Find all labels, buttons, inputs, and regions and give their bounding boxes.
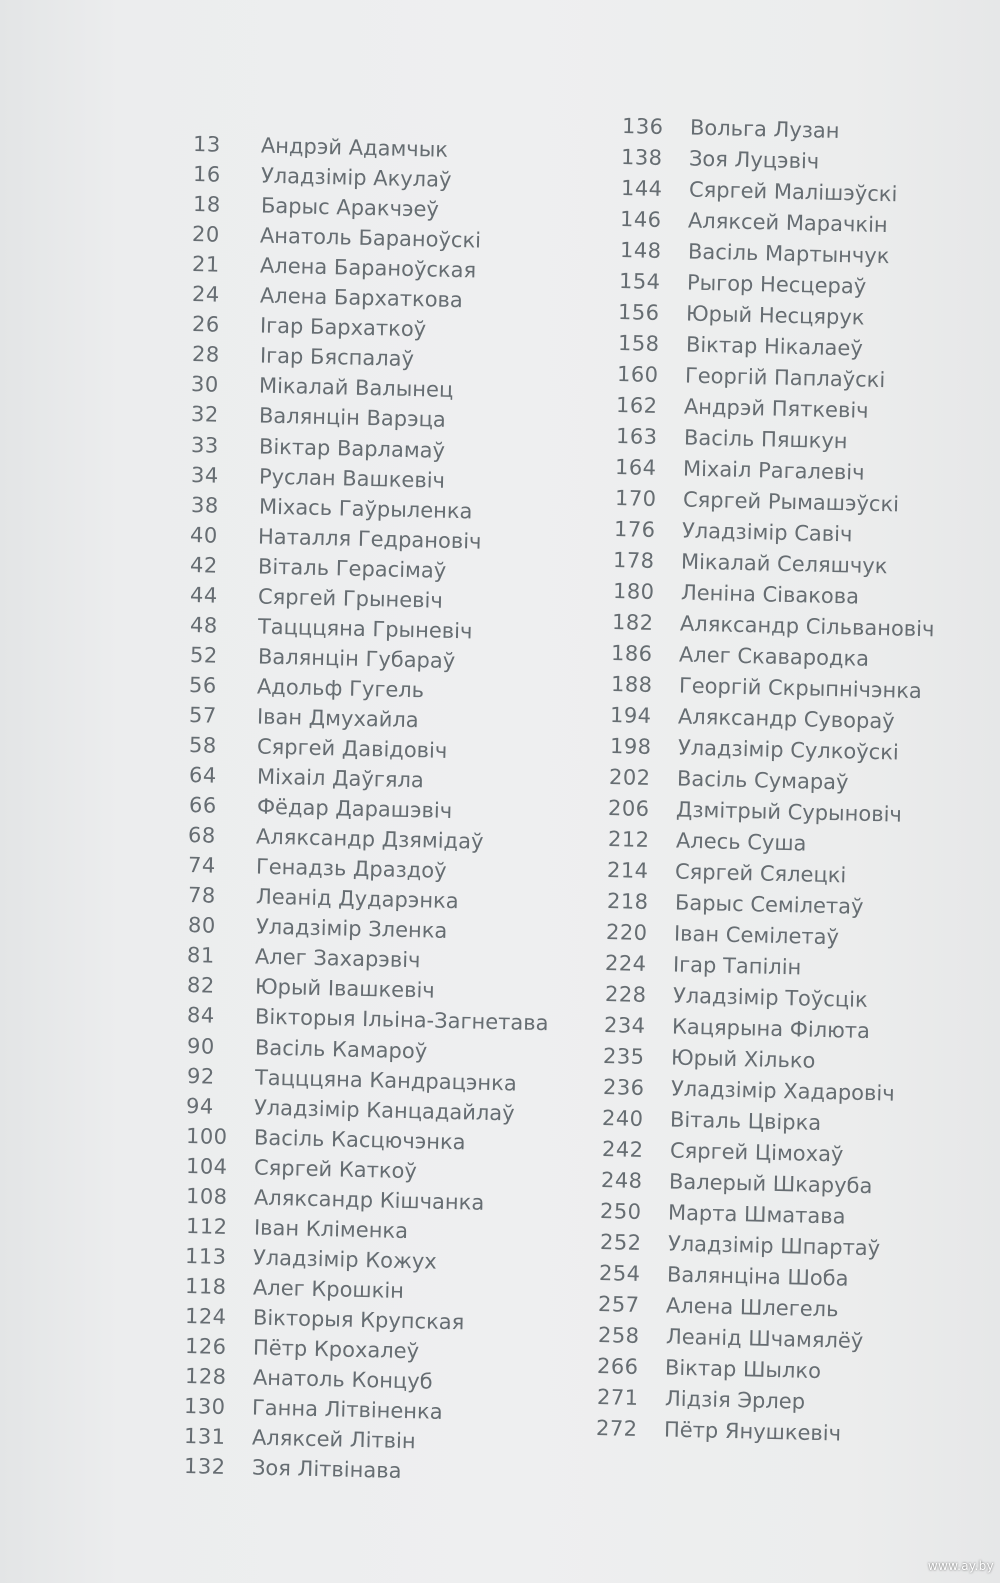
page-number: 126 (184, 1334, 227, 1359)
person-name: Міхась Гаўрыленка (258, 494, 473, 523)
person-name: Андрэй Пяткевіч (684, 394, 870, 423)
person-name: Рыгор Несцераў (686, 270, 867, 299)
person-name: Васіль Камароў (254, 1035, 428, 1063)
person-name: Віктар Шылко (664, 1355, 822, 1384)
index-entry (604, 980, 868, 1012)
person-name: Барыс Аракчэеў (260, 193, 439, 222)
person-name: Тацццяна Кандрацэнка (254, 1065, 517, 1096)
page-number: 144 (620, 176, 663, 201)
person-name: Алег Захарэвіч (255, 944, 422, 973)
page-number: 240 (601, 1106, 645, 1131)
page-number: 20 (192, 222, 221, 247)
index-entry (184, 1362, 433, 1394)
page-number: 74 (187, 853, 217, 878)
index-entry (613, 515, 853, 547)
page-number: 52 (189, 642, 218, 668)
index-entry (188, 701, 420, 733)
page-number: 100 (185, 1123, 229, 1149)
person-name: Юрый Несцярук (685, 301, 866, 330)
page-number: 254 (598, 1261, 641, 1286)
page-number: 170 (614, 486, 657, 511)
page-number: 138 (621, 145, 664, 170)
person-name: Іван Кліменка (253, 1215, 408, 1243)
page-number: 42 (189, 552, 219, 578)
page-number: 108 (185, 1183, 228, 1209)
index-entry (188, 761, 424, 793)
index-entry (611, 639, 870, 671)
page-number: 248 (600, 1168, 643, 1193)
person-name: Алена Бархаткова (259, 283, 464, 313)
index-entry (607, 825, 807, 856)
person-name: Сяргей Цімохаў (669, 1138, 844, 1167)
person-name: Леанід Дударэнка (255, 884, 459, 914)
index-entry (186, 1001, 549, 1036)
index-entry (188, 791, 452, 824)
page-number: 131 (183, 1424, 227, 1450)
person-name: Васіль Касцючэнка (253, 1125, 467, 1154)
page-number: 21 (191, 252, 221, 277)
person-name: Вікторыя Крупская (252, 1305, 465, 1335)
index-entry (189, 551, 447, 583)
index-entry (616, 391, 870, 423)
person-name: Зоя Луцэвіч (689, 146, 820, 174)
page-number: 158 (617, 331, 660, 356)
index-entry (189, 671, 425, 703)
person-name: Ігар Тапілін (672, 952, 802, 980)
page-number: 30 (191, 372, 220, 398)
page-number: 64 (188, 763, 217, 788)
person-name: Георгій Паплаўскі (684, 363, 886, 393)
page-number: 136 (621, 114, 664, 139)
page-number: 163 (615, 424, 658, 449)
index-entry (596, 1352, 822, 1384)
page-number: 132 (183, 1454, 226, 1480)
person-name: Пётр Крохалеў (252, 1335, 420, 1364)
page-number: 148 (619, 238, 662, 263)
index-entry (186, 1092, 516, 1126)
page-number: 202 (608, 765, 651, 790)
page-number: 80 (187, 913, 216, 938)
page-number: 188 (610, 672, 653, 697)
page-number: 44 (189, 582, 218, 608)
index-entry (190, 521, 483, 554)
page-number: 182 (611, 610, 654, 635)
person-name: Пётр Янушкевіч (663, 1417, 842, 1446)
index-entry (190, 491, 473, 523)
person-name: Уладзімір Тоўсцік (672, 983, 868, 1012)
page-number: 176 (613, 517, 656, 542)
index-entry (190, 400, 447, 433)
person-name: Аляксей Марачкін (687, 208, 889, 238)
index-entry (614, 484, 899, 517)
index-entry (188, 731, 448, 763)
page-number: 234 (603, 1013, 646, 1038)
index-entry (190, 431, 446, 463)
page-number: 84 (186, 1003, 216, 1029)
page-number: 94 (186, 1093, 215, 1119)
person-name: Фёдар Дарашэвіч (256, 794, 452, 824)
page-number: 56 (189, 672, 218, 698)
page-number: 206 (608, 796, 651, 821)
index-entry (606, 856, 847, 888)
person-name: Міхаіл Рагалевіч (682, 456, 865, 485)
index-entry (191, 340, 414, 372)
person-name: Уладзімір Савіч (681, 518, 853, 547)
person-name: Алесь Суша (675, 828, 807, 856)
person-name: Міхаіл Даўгяла (256, 764, 424, 793)
page-number: 57 (188, 702, 218, 728)
person-name: Уладзімір Хадаровіч (670, 1076, 895, 1106)
person-name: Тацццяна Грыневіч (257, 614, 473, 644)
index-entry (191, 250, 477, 283)
index-entry (618, 298, 866, 330)
index-entry (184, 1272, 405, 1303)
person-name: Анатоль Концуб (252, 1365, 433, 1394)
index-entry (621, 112, 840, 143)
index-entry (613, 546, 889, 579)
index-entry (187, 941, 422, 973)
index-entry (609, 701, 896, 734)
index-entry (605, 949, 802, 980)
index-entry (185, 1182, 485, 1215)
person-name: Лідзія Эрлер (664, 1386, 805, 1414)
page-number: 32 (190, 402, 220, 428)
index-entry (184, 1302, 465, 1335)
person-name: Адольф Гугель (257, 674, 425, 703)
person-name: Ігар Бяспалаў (259, 343, 414, 372)
page-number: 258 (597, 1323, 640, 1348)
page-number: 236 (602, 1075, 645, 1100)
index-entry (611, 608, 935, 642)
person-name: Сяргей Грыневіч (257, 584, 444, 613)
person-name: Генадзь Драздоў (255, 854, 447, 884)
person-name: Сяргей Рымашэўскі (682, 487, 899, 517)
page-number: 48 (189, 612, 218, 638)
page-number: 40 (190, 522, 219, 548)
watermark: www.ay.by (927, 1559, 994, 1573)
page-number: 194 (609, 703, 653, 728)
index-entry (191, 370, 454, 403)
index-entry (609, 732, 899, 765)
index-entry (189, 611, 473, 644)
index-entry (189, 581, 444, 613)
person-name: Віталь Цвірка (669, 1107, 822, 1135)
page-number: 118 (184, 1273, 228, 1299)
page-number: 66 (188, 793, 217, 818)
index-entry (192, 160, 452, 192)
page-number: 112 (185, 1213, 228, 1239)
person-name: Алена Шлегель (666, 1293, 840, 1322)
person-name: Сяргей Малішэўскі (688, 177, 898, 207)
person-name: Вікторыя Ільіна-Загнетава (254, 1004, 549, 1036)
page-number: 180 (612, 579, 655, 604)
person-name: Георгій Скрыпнічэнка (678, 673, 922, 704)
index-entry (184, 1392, 444, 1424)
person-name: Аляксандр Сільвановіч (679, 611, 935, 642)
person-name: Валянціна Шоба (666, 1262, 849, 1291)
index-entry (599, 1228, 881, 1261)
page-number: 218 (606, 889, 649, 914)
page-number: 26 (191, 312, 220, 337)
page-number: 220 (605, 920, 648, 945)
person-name: Мікалай Валынец (259, 373, 454, 403)
index-entry (605, 918, 840, 950)
page-number: 38 (190, 492, 219, 518)
page-number: 178 (613, 548, 656, 573)
index-entry (596, 1383, 805, 1414)
page-number: 124 (184, 1303, 227, 1329)
page-number: 78 (187, 883, 216, 908)
page-number: 228 (604, 982, 647, 1007)
page-number: 250 (600, 1199, 643, 1224)
person-name: Валянцін Варэца (258, 403, 447, 433)
page-number: 214 (606, 858, 649, 883)
person-name: Валерый Шкаруба (668, 1169, 873, 1199)
person-name: Вольга Лузан (689, 115, 840, 143)
page-number: 198 (609, 734, 652, 759)
person-name: Руслан Вашкевіч (258, 464, 446, 493)
index-entry (620, 174, 898, 207)
index-entry (608, 794, 903, 827)
page-number: 257 (598, 1292, 641, 1317)
page-number: 146 (619, 207, 662, 232)
page-number: 13 (192, 132, 221, 157)
page-number: 156 (618, 300, 661, 325)
page-number: 212 (607, 827, 650, 852)
person-name: Ганна Літвіненка (252, 1395, 444, 1424)
index-entry (614, 453, 865, 485)
person-name: Аляксандр Дзямідаў (255, 824, 484, 854)
index-entry (621, 143, 820, 174)
person-name: Аляксей Літвін (251, 1425, 417, 1454)
person-name: Зоя Літвінава (251, 1455, 402, 1484)
person-name: Алег Крошкін (252, 1275, 405, 1303)
person-name: Уладзімір Канцадайлаў (254, 1095, 516, 1126)
person-name: Ігар Бархаткоў (259, 313, 427, 342)
person-name: Віктар Нікалаеў (685, 332, 863, 361)
index-entry (601, 1135, 844, 1167)
index-entry (188, 821, 484, 854)
person-name: Барыс Семілетаў (674, 890, 864, 919)
index-entry (187, 911, 448, 944)
person-name: Сяргей Каткоў (253, 1155, 418, 1183)
page-number: 160 (616, 362, 659, 387)
person-name: Алег Скавародка (679, 642, 870, 671)
page-number: 92 (186, 1063, 215, 1089)
index-entry (597, 1321, 864, 1354)
index-entry (186, 971, 436, 1004)
person-name: Уладзімір Шпартаў (667, 1231, 881, 1261)
person-name: Уладзімір Кожух (253, 1245, 438, 1274)
index-entry (192, 190, 439, 222)
person-name: Марта Шматава (668, 1200, 847, 1229)
person-name: Анатоль Бараноўскі (260, 223, 482, 253)
index-entry (187, 881, 459, 914)
page-number: 18 (192, 192, 221, 217)
index-entry (616, 360, 886, 393)
person-name: Дзмітрый Сурыновіч (676, 797, 903, 827)
page-number: 24 (191, 282, 220, 307)
page-number: 164 (614, 455, 658, 480)
page-number: 271 (596, 1385, 639, 1410)
page-number: 104 (185, 1153, 228, 1179)
index-entry (187, 851, 447, 884)
index-entry (603, 1011, 871, 1044)
page-number: 186 (611, 641, 654, 666)
index-entry (185, 1122, 467, 1154)
page-number: 154 (618, 269, 661, 294)
person-name: Васіль Пяшкун (683, 425, 848, 454)
index-entry (602, 1073, 895, 1106)
person-name: Андрэй Адамчык (260, 133, 449, 162)
index-entry (184, 1332, 420, 1364)
index-entry (601, 1104, 822, 1135)
index-entry (186, 1062, 517, 1096)
page-number: 90 (186, 1033, 215, 1059)
person-name: Юрый Хілько (671, 1045, 817, 1073)
person-name: Валянцін Губараў (257, 644, 456, 673)
index-entry (190, 461, 446, 493)
person-name: Віктар Варламаў (258, 434, 446, 463)
index-entry (619, 205, 889, 238)
index-entry (595, 1414, 842, 1446)
page-number: 128 (184, 1364, 227, 1389)
person-name: Іван Дмухайла (256, 704, 420, 733)
page-number: 162 (616, 393, 659, 418)
index-entry (606, 887, 864, 919)
index-entry (610, 670, 922, 704)
index-entry (191, 310, 427, 342)
page-number: 224 (605, 951, 648, 976)
person-name: Наталля Гедрановіч (258, 524, 483, 554)
person-name: Уладзімір Акулаў (260, 163, 452, 192)
page-number: 28 (191, 342, 220, 367)
index-entry (612, 577, 859, 609)
person-name: Леніна Сівакова (680, 580, 859, 609)
person-name: Сяргей Сялецкі (674, 859, 847, 888)
index-entry (191, 280, 464, 313)
index-entry (600, 1197, 847, 1229)
index-entry (189, 641, 456, 673)
index-entry (619, 236, 890, 269)
page-number: 58 (188, 733, 217, 758)
index-entry (618, 267, 867, 299)
person-name: Аляксандр Сувораў (677, 704, 896, 734)
person-name: Іван Семілетаў (673, 921, 840, 950)
index-entry (192, 220, 482, 253)
index-entry (183, 1422, 417, 1454)
person-name: Уладзімір Зленка (255, 914, 448, 944)
page-number: 82 (186, 973, 216, 999)
person-name: Юрый Івашкевіч (254, 974, 436, 1004)
person-name: Мікалай Селяшчук (681, 549, 889, 579)
page-number: 33 (190, 432, 219, 458)
person-name: Алена Бараноўская (259, 253, 477, 283)
index-entry (185, 1242, 438, 1274)
person-name: Кацярына Філюта (671, 1014, 871, 1044)
index-entry (598, 1290, 840, 1322)
page-number: 16 (192, 162, 221, 187)
index-entry (608, 763, 849, 795)
page-number: 272 (595, 1416, 638, 1441)
person-name: Васіль Сумараў (676, 766, 849, 795)
page-number: 34 (190, 462, 219, 488)
page-number: 242 (601, 1137, 644, 1162)
person-name: Аляксандр Кішчанка (253, 1185, 485, 1215)
page-number: 81 (187, 943, 216, 968)
index-entry (185, 1212, 408, 1243)
index-entry (192, 130, 449, 162)
page-number: 68 (188, 823, 217, 848)
person-name: Васіль Мартынчук (687, 239, 890, 269)
page-number: 130 (184, 1394, 227, 1420)
index-entry (617, 329, 863, 361)
index-entry (615, 422, 848, 454)
index-entry (600, 1166, 873, 1199)
index-entry (603, 1042, 817, 1073)
person-name: Віталь Герасімаў (257, 554, 447, 583)
index-entry (183, 1452, 402, 1484)
index-entry (186, 1032, 428, 1063)
person-name: Сяргей Давідовіч (256, 734, 448, 763)
person-name: Уладзімір Сулкоўскі (677, 735, 899, 765)
index-entry (598, 1259, 849, 1291)
page-number: 252 (599, 1230, 642, 1255)
index-entry (185, 1152, 418, 1183)
page-number: 266 (596, 1354, 640, 1379)
person-name: Леанід Шчамялёў (665, 1324, 864, 1354)
page-number: 235 (603, 1044, 646, 1069)
page-number: 113 (185, 1243, 228, 1269)
